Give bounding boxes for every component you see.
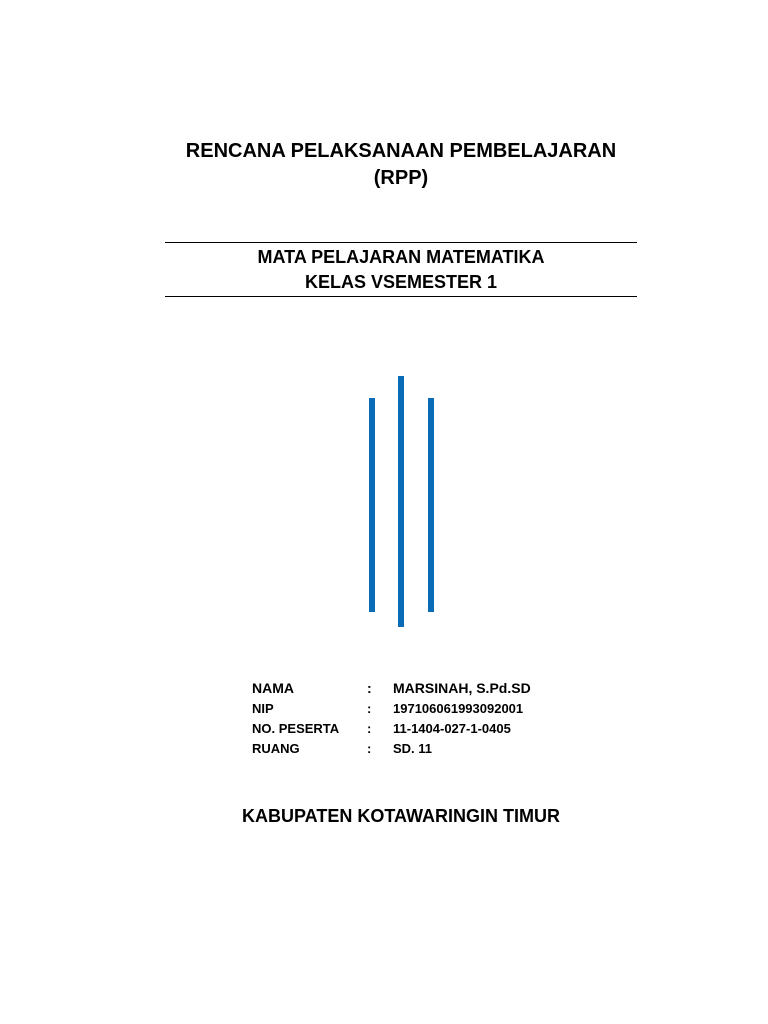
info-label: NO. PESERTA xyxy=(252,720,340,736)
subject-heading xyxy=(165,245,637,295)
decorative-bar-left xyxy=(369,398,375,612)
info-colon: : xyxy=(367,700,372,716)
decorative-bar-center xyxy=(398,376,404,627)
decorative-bar-right xyxy=(428,398,434,612)
info-value: SD. 11 xyxy=(393,740,433,756)
info-row-ruang xyxy=(252,738,592,758)
subject-line-1: MATA PELAJARAN MATEMATIKA xyxy=(257,247,545,267)
info-row-nip xyxy=(252,698,592,718)
info-label: NAMA xyxy=(252,680,294,696)
info-row-no-peserta xyxy=(252,718,592,738)
region-footer: KABUPATEN KOTAWARINGIN TIMUR xyxy=(242,806,560,826)
info-value: MARSINAH, S.Pd.SD xyxy=(393,680,531,696)
info-colon: : xyxy=(367,740,372,756)
info-value: 197106061993092001 xyxy=(393,700,524,716)
document-title xyxy=(0,138,768,192)
info-label: RUANG xyxy=(252,740,300,756)
info-label: NIP xyxy=(252,700,274,716)
subject-line-2: KELAS VSEMESTER 1 xyxy=(304,272,498,292)
info-colon: : xyxy=(367,720,372,736)
info-row-nama xyxy=(252,678,592,698)
title-line-1: RENCANA PELAKSANAAN PEMBELAJARAN xyxy=(185,140,617,162)
subject-bottom-rule xyxy=(165,296,637,297)
info-colon: : xyxy=(367,680,372,696)
info-value: 11-1404-027-1-0405 xyxy=(393,720,511,736)
title-line-2: (RPP) xyxy=(373,167,429,189)
identity-info xyxy=(252,678,592,758)
subject-top-rule xyxy=(165,242,637,243)
